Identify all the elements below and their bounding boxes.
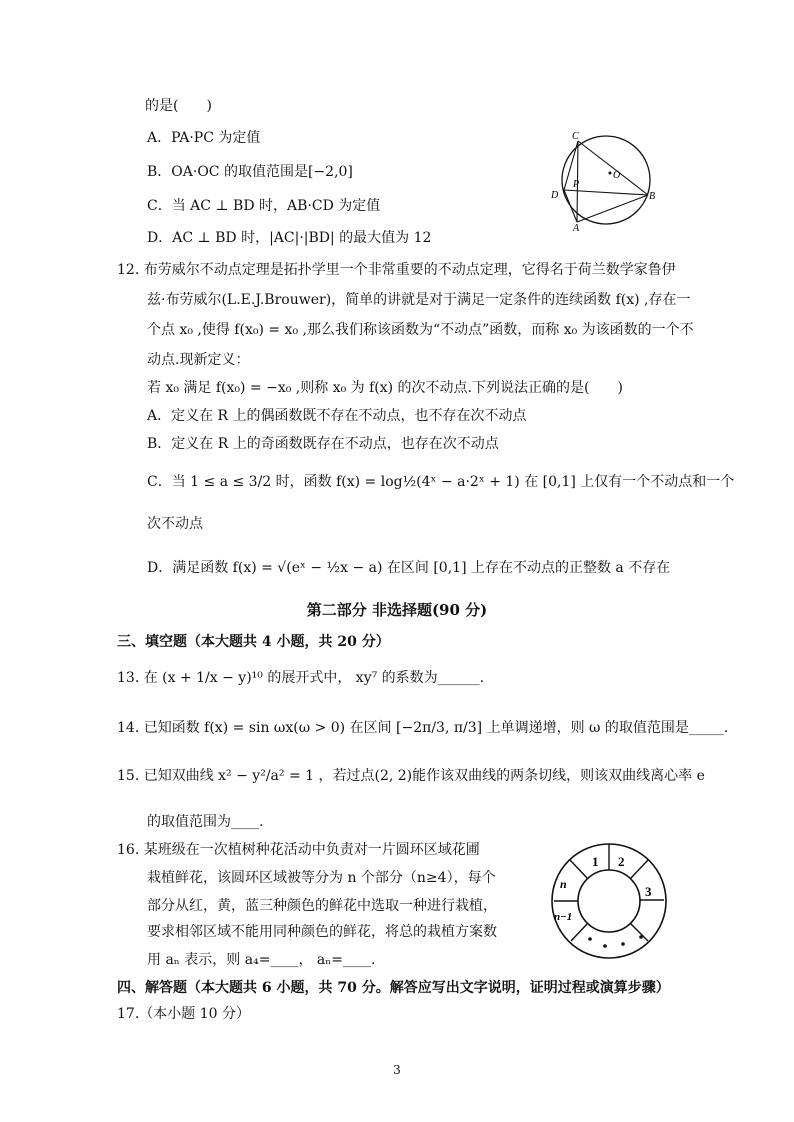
q16-inner-circle bbox=[578, 870, 640, 932]
q11-option-a: A．PA·PC 为定值 bbox=[147, 130, 261, 146]
q17: 17.（本小题 10 分） bbox=[117, 1006, 250, 1022]
q16-line5: 用 aₙ 表示，则 a₄=____， aₙ=____. bbox=[147, 952, 376, 968]
section3-heading: 三、填空题（本大题共 4 小题，共 20 分） bbox=[117, 634, 390, 650]
part2-title: 第二部分 非选择题(90 分) bbox=[306, 601, 488, 619]
q16-line2: 栽植鲜花，该圆环区域被等分为 n 个部分（n≥4），每个 bbox=[147, 870, 496, 886]
q11-label-c: C bbox=[572, 131, 579, 142]
q12-option-c-line2: 次不动点 bbox=[147, 516, 203, 532]
q11-label-o: O bbox=[613, 170, 621, 181]
q11-label-a: A bbox=[573, 223, 580, 232]
q16-region-3: 3 bbox=[645, 884, 652, 899]
q11-label-b: B bbox=[649, 191, 656, 202]
section4-heading: 四、解答题（本大题共 6 小题，共 70 分。解答应写出文字说明，证明过程或演算步骤） bbox=[117, 980, 670, 996]
q14: 14. 已知函数 f(x) = sin ωx(ω > 0) 在区间 [−2π/3, π/3] 上单调递增，则 ω 的取值范围是_____. bbox=[117, 720, 729, 736]
q11-option-c: C．当 AC ⊥ BD 时，AB·CD 为定值 bbox=[147, 198, 381, 214]
q11-label-d: D bbox=[551, 190, 559, 201]
q11-circle-figure bbox=[548, 128, 660, 232]
q12-line1: 12. 布劳威尔不动点定理是拓扑学里一个非常重要的不动点定理，它得名于荷兰数学家鲁伊 bbox=[117, 262, 676, 278]
q11-option-b: B．OA·OC 的取值范围是[−2,0] bbox=[147, 164, 353, 180]
q12-line3: 个点 x₀ ,使得 f(x₀) = x₀ ,那么我们称该函数为“不动点”函数，而称 x₀ 为该函数的一个不 bbox=[147, 322, 694, 338]
q12-option-a: A．定义在 R 上的偶函数既不存在不动点，也不存在次不动点 bbox=[147, 408, 527, 424]
q15-line1: 15. 已知双曲线 x² − y²/a² = 1 ，若过点(2, 2)能作该双曲线的两条切线，则该双曲线离心率 e bbox=[117, 768, 705, 784]
q12-line5: 若 x₀ 满足 f(x₀) = −x₀ ,则称 x₀ 为 f(x) 的次不动点.下列说法正确的是( ) bbox=[147, 380, 623, 396]
q12-option-b: B．定义在 R 上的奇函数既存在不动点，也存在次不动点 bbox=[147, 436, 499, 452]
q12-line4: 动点.现新定义： bbox=[147, 352, 250, 368]
page-number: 3 bbox=[393, 1063, 401, 1077]
q12-line2: 兹·布劳威尔(L.E.J.Brouwer)，简单的讲就是对于满足一定条件的连续函数 f(x) ,存在一 bbox=[147, 292, 691, 308]
q16-ring-figure bbox=[548, 838, 670, 964]
q11-stem-end: 的是( ) bbox=[145, 98, 212, 114]
q13: 13. 在 (x + 1/x − y)¹⁰ 的展开式中， xy⁷ 的系数为______. bbox=[117, 670, 485, 686]
q16-region-n-minus-1: n−1 bbox=[554, 911, 573, 923]
q11-option-d: D．AC ⊥ BD 时，|AC|·|BD| 的最大值为 12 bbox=[147, 230, 432, 246]
q16-line4: 要求相邻区域不能用同种颜色的鲜花，将总的栽植方案数 bbox=[147, 924, 497, 940]
q16-line3: 部分从红，黄，蓝三种颜色的鲜花中选取一种进行栽植， bbox=[147, 898, 497, 914]
q12-option-c-line1: C．当 1 ≤ a ≤ 3/2 时，函数 f(x) = log½(4ˣ − a·2ˣ + 1) 在 [0,1] 上仅有一个不动点和一个 bbox=[147, 474, 735, 490]
q16-line1: 16. 某班级在一次植树种花活动中负责对一片圆环区域花圃 bbox=[117, 842, 480, 858]
q11-label-p: P bbox=[573, 179, 580, 190]
q16-region-n: n bbox=[560, 877, 567, 891]
q16-region-2: 2 bbox=[618, 854, 625, 869]
q12-option-d: D．满足函数 f(x) = √(eˣ − ½x − a) 在区间 [0,1] 上存在不动点的正整数 a 不存在 bbox=[147, 560, 671, 576]
q16-ellipsis-dots bbox=[588, 935, 643, 948]
q15-line2: 的取值范围为____. bbox=[147, 814, 264, 830]
q16-region-1: 1 bbox=[592, 854, 599, 869]
